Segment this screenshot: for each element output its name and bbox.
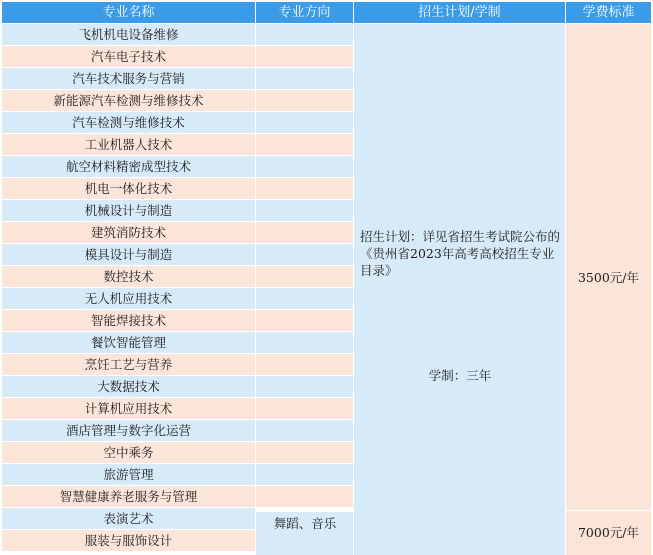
major-direction-cell [256,46,354,68]
major-direction-cell [256,420,354,442]
header-major-name: 专业名称 [2,2,256,23]
major-direction-merged-cell [256,512,354,555]
major-name-cell: 空中乘务 [2,442,256,464]
major-name-cell: 汽车电子技术 [2,46,256,68]
major-name-cell: 智慧健康养老服务与管理 [2,486,256,508]
table-row [2,332,354,354]
tuition-art-cell [566,511,651,555]
major-name-cell: 机械设计与制造 [2,200,256,222]
major-direction-cell [256,354,354,376]
table-row [2,310,354,332]
major-name-cell: 模具设计与制造 [2,244,256,266]
major-direction-cell [256,222,354,244]
major-name-cell: 飞机机电设备维修 [2,24,256,46]
major-direction-cell [256,200,354,222]
table-row [2,464,354,486]
major-name-cell: 数控技术 [2,266,256,288]
tuition-general-cell [566,24,651,511]
table-row [2,244,354,266]
header-major-direction: 专业方向 [256,2,354,23]
table-row [2,398,354,420]
header-tuition: 学费标准 [566,2,651,23]
major-name-cell: 餐饮智能管理 [2,332,256,354]
major-name-cell: 大数据技术 [2,376,256,398]
table-row [2,112,354,134]
major-name-cell: 汽车检测与维修技术 [2,112,256,134]
major-direction-cell [256,24,354,46]
major-direction-cell [256,442,354,464]
major-direction-cell [256,244,354,266]
major-direction-cell [256,376,354,398]
table-row [2,156,354,178]
major-name-cell: 烹饪工艺与营养 [2,354,256,376]
header-plan-system: 招生计划/学制 [354,2,566,23]
major-name-cell: 表演艺术 [2,508,256,530]
major-name-cell: 航空材料精密成型技术 [2,156,256,178]
enrollment-plan-text: 招生计划：详见省招生考试院公布的《贵州省2023年高考高校招生专业目录》 [360,229,561,278]
study-duration-text: 学制：三年 [428,368,492,383]
table-row [2,200,354,222]
table-row [2,376,354,398]
table-row [2,354,354,376]
table-row [2,68,354,90]
major-name-cell: 新能源汽车检测与维修技术 [2,90,256,112]
major-direction-cell [256,486,354,508]
table-row [2,134,354,156]
major-direction-cell [256,310,354,332]
major-name-cell: 机电一体化技术 [2,178,256,200]
major-direction-cell [256,112,354,134]
major-direction-cell [256,464,354,486]
tuition-general-value: 3500元/年 [577,270,640,285]
major-direction-cell [256,266,354,288]
tuition-art-value: 7000元/年 [577,525,640,540]
major-name-cell: 建筑消防技术 [2,222,256,244]
table-row [2,46,354,68]
table-row [2,442,354,464]
major-name-cell: 旅游管理 [2,464,256,486]
major-name-cell: 酒店管理与数字化运营 [2,420,256,442]
major-direction-cell [256,332,354,354]
major-direction-cell [256,68,354,90]
major-name-cell: 智能焊接技术 [2,310,256,332]
table-row [2,486,354,508]
table-row [2,420,354,442]
major-direction-cell [256,178,354,200]
major-name-cell: 汽车技术服务与营销 [2,68,256,90]
table-row [2,288,354,310]
major-name-cell: 计算机应用技术 [2,398,256,420]
table-row [2,222,354,244]
major-direction-cell [256,90,354,112]
major-direction-cell [256,398,354,420]
table-row [2,90,354,112]
table-row [2,178,354,200]
major-direction-cell [256,288,354,310]
major-direction-cell [256,156,354,178]
table-row [2,266,354,288]
table-row [2,24,354,46]
plan-system-cell [354,24,566,555]
performing-arts-direction: 舞蹈、音乐 [273,516,337,531]
major-direction-cell [256,134,354,156]
major-name-cell: 工业机器人技术 [2,134,256,156]
major-name-cell: 服装与服饰设计 [2,530,256,552]
major-name-cell: 无人机应用技术 [2,288,256,310]
